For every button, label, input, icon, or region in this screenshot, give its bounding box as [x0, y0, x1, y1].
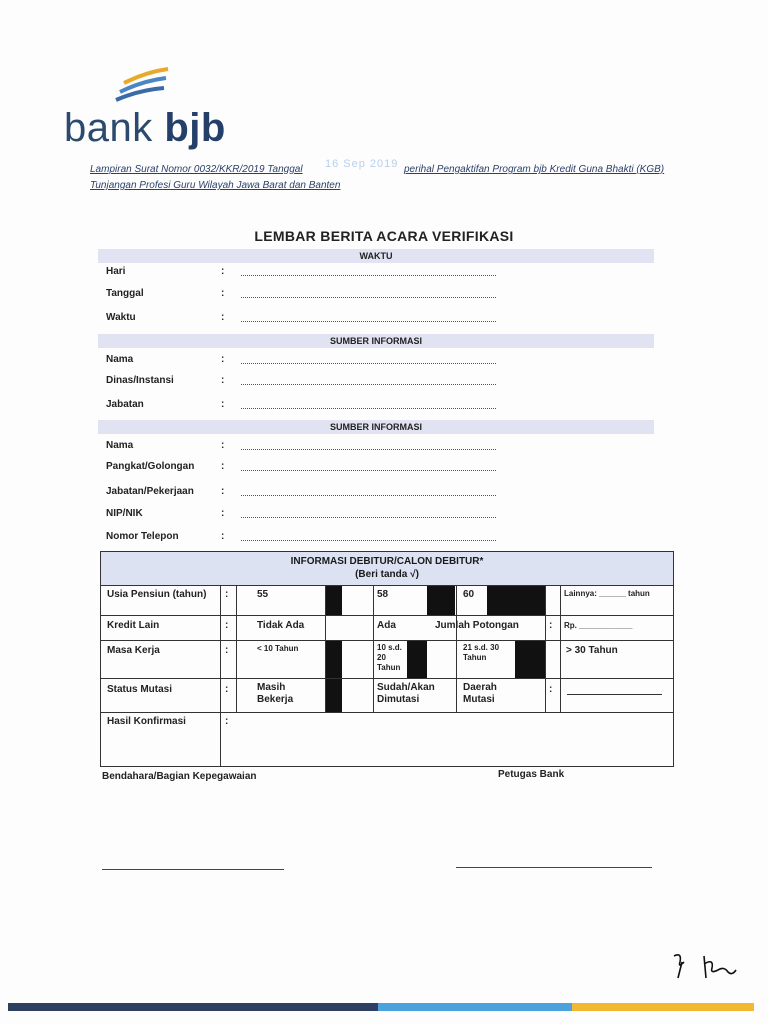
debtor-info-table: INFORMASI DEBITUR/CALON DEBITUR* (Beri tanda √) Usia Pensiun (tahun) : 55 58 60 Lainnya: ______ tahun Kredit Lain : Tidak Ada Ada Jumlah Potongan : Rp. ____________ Masa Kerja : < 10 Tahun 10 s.d. 20 Tahun 21 s.d. 30 Tahun > 30 Tahun Status Mutasi : Masih Bekerja Sudah/Akan Dimutasi Daerah Mutasi : Hasil Konfirmasi :: [100, 551, 674, 767]
field-row-jabatan-pekerjaan[interactable]: Jabatan/Pekerjaan :: [106, 486, 496, 502]
row-label-status-mutasi: Status Mutasi: [107, 684, 173, 695]
initials-scribble-icon: [668, 948, 758, 984]
fill-line: [241, 495, 496, 496]
fill-line: [241, 384, 496, 385]
fill-line: [241, 517, 496, 518]
bank-logo: [64, 66, 264, 156]
row-label-kredit-lain: Kredit Lain: [107, 620, 160, 631]
field-label: Waktu: [106, 312, 136, 323]
fill-line: [241, 449, 496, 450]
section-heading-waktu: WAKTU: [98, 249, 654, 263]
field-row-waktu[interactable]: Waktu :: [106, 312, 496, 328]
option-usia-lainnya[interactable]: Lainnya: ______ tahun: [564, 589, 650, 598]
signature-line-bendahara[interactable]: [102, 869, 284, 870]
field-row-nomor-telepon[interactable]: Nomor Telepon :: [106, 531, 496, 547]
header-line-1-left: Lampiran Surat Nomor 0032/KKR/2019 Tanggal: [90, 164, 303, 175]
date-stamp: 16 Sep 2019: [325, 158, 399, 170]
field-label: Nama: [106, 440, 134, 451]
option-masa-lebih-30[interactable]: > 30 Tahun: [566, 645, 618, 656]
field-label: Nomor Telepon: [106, 531, 179, 542]
table-heading: INFORMASI DEBITUR/CALON DEBITUR* (Beri tanda √): [101, 552, 673, 585]
field-label: Jabatan/Pekerjaan: [106, 486, 194, 497]
field-row-dinas-instansi[interactable]: Dinas/Instansi :: [106, 375, 496, 391]
option-kredit-ada[interactable]: Ada: [377, 620, 396, 631]
option-masa-10-20[interactable]: 10 s.d. 20 Tahun: [377, 643, 402, 672]
field-label: Pangkat/Golongan: [106, 461, 195, 472]
fill-line: [241, 363, 496, 364]
fill-line: [241, 540, 496, 541]
row-label-hasil-konfirmasi: Hasil Konfirmasi: [107, 716, 186, 727]
field-row-jabatan[interactable]: Jabatan :: [106, 399, 496, 415]
field-label: Nama: [106, 354, 134, 365]
option-masa-kurang-10[interactable]: < 10 Tahun: [257, 644, 299, 653]
field-row-pangkat-golongan[interactable]: Pangkat/Golongan :: [106, 461, 496, 477]
field-label: NIP/NIK: [106, 508, 143, 519]
option-usia-60[interactable]: 60: [463, 589, 475, 600]
field-row-nama[interactable]: Nama :: [106, 354, 496, 370]
option-masih-bekerja[interactable]: Masih Bekerja: [257, 682, 294, 705]
option-sudah-akan-dimutasi[interactable]: Sudah/Akan Dimutasi: [377, 682, 435, 705]
label-jumlah-potongan: Jumlah Potongan: [435, 620, 519, 631]
section-heading-sumber-informasi-1: SUMBER INFORMASI: [98, 334, 654, 348]
brand-wordmark: bank bjb: [64, 106, 226, 150]
hasil-konfirmasi-field[interactable]: [241, 714, 671, 762]
field-row-tanggal[interactable]: Tanggal :: [106, 288, 496, 304]
handwritten-initials-icon: [668, 948, 758, 990]
option-usia-55[interactable]: 55: [257, 589, 269, 600]
field-row-nip-nik[interactable]: NIP/NIK :: [106, 508, 496, 524]
section-heading-sumber-informasi-2: SUMBER INFORMASI: [98, 420, 654, 434]
footer-bar-navy: [8, 1003, 378, 1011]
footer-bar-blue: [378, 1003, 572, 1011]
fill-line: [241, 470, 496, 471]
logo-stripes-icon: [114, 66, 174, 106]
signature-line-petugas[interactable]: [456, 867, 652, 868]
field-row-nama-2[interactable]: Nama :: [106, 440, 496, 456]
fill-line: [241, 408, 496, 409]
signature-label-bendahara: Bendahara/Bagian Kepegawaian: [102, 771, 257, 782]
document-title: LEMBAR BERITA ACARA VERIFIKASI: [254, 228, 514, 244]
footer-bar-yellow: [572, 1003, 754, 1011]
row-label-masa-kerja: Masa Kerja: [107, 645, 160, 656]
field-label: Jabatan: [106, 399, 144, 410]
field-row-hari[interactable]: Hari :: [106, 266, 496, 282]
fill-line: [241, 321, 496, 322]
field-label: Tanggal: [106, 288, 144, 299]
option-kredit-tidak-ada[interactable]: Tidak Ada: [257, 620, 305, 631]
header-line-2: Tunjangan Profesi Guru Wilayah Jawa Barat dan Banten: [90, 180, 341, 191]
field-label: Dinas/Instansi: [106, 375, 174, 386]
header-line-1-right: perihal Pengaktifan Program bjb Kredit Guna Bhakti (KGB): [404, 164, 665, 175]
option-daerah-mutasi[interactable]: Daerah Mutasi: [463, 682, 497, 705]
option-masa-21-30[interactable]: 21 s.d. 30 Tahun: [463, 643, 500, 662]
field-label: Hari: [106, 266, 126, 277]
signature-label-petugas: Petugas Bank: [498, 769, 565, 780]
daerah-mutasi-fill-line[interactable]: [567, 694, 662, 695]
row-label-usia-pensiun: Usia Pensiun (tahun): [107, 589, 207, 600]
fill-line: [241, 297, 496, 298]
fill-line: [241, 275, 496, 276]
option-usia-58[interactable]: 58: [377, 589, 389, 600]
input-rp[interactable]: Rp. ____________: [564, 621, 633, 630]
